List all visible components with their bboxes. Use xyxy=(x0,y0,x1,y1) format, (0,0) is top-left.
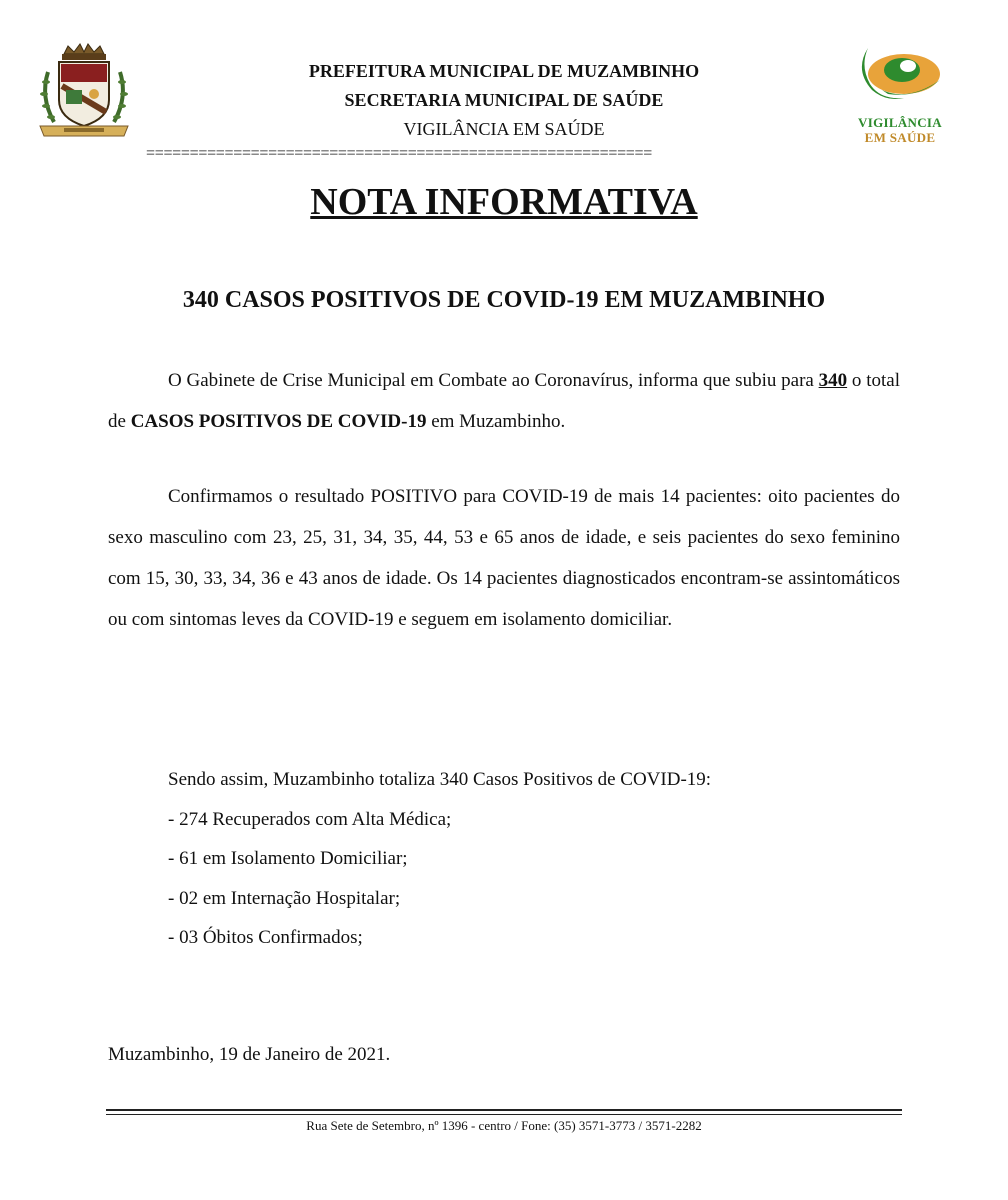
paragraph-intro-part3: em Muzambinho. xyxy=(426,411,566,432)
summary-item: - 274 Recuperados com Alta Médica; xyxy=(168,808,452,830)
paragraph-intro-part1: O Gabinete de Crise Municipal em Combate ao Coronavírus, informa que subiu para xyxy=(168,370,819,391)
paragraph-intro xyxy=(108,360,900,442)
summary-block xyxy=(168,760,711,958)
document-title: NOTA INFORMATIVA xyxy=(310,181,698,223)
paragraph-intro-bold: CASOS POSITIVOS DE COVID-19 xyxy=(130,411,427,432)
case-count: 340 xyxy=(818,370,848,391)
vigilancia-logo-text-1: VIGILÂNCIA xyxy=(858,115,942,130)
paragraph-intro-part2: o total de xyxy=(108,370,900,432)
summary-intro: Sendo assim, Muzambinho totaliza 340 Casos Positivos de COVID-19: xyxy=(168,769,712,790)
summary-item: - 61 em Isolamento Domiciliar; xyxy=(168,848,408,869)
paragraph-details-text: Confirmamos o resultado POSITIVO para COVID-19 de mais 14 pacientes: oito pacientes do sexo masculino com 23, 25, 31, 34, 35, 44, 53 e 65 anos de idade, e seis pacientes do sexo feminino com 15, 30, 33, 34, 36 e 43 anos de idade. Os 14 pacientes diagnosticados encontram-se assintomáticos ou com sintomas leves da COVID-19 e seguem em isolamento domiciliar. xyxy=(108,486,900,630)
footer-address: Rua Sete de Setembro, nº 1396 - centro / Fone: (35) 3571-3773 / 3571-2282 xyxy=(306,1118,702,1133)
date-line: Muzambinho, 19 de Janeiro de 2021. xyxy=(108,1044,391,1065)
document-subtitle: 340 CASOS POSITIVOS DE COVID-19 EM MUZAMBINHO xyxy=(182,287,826,313)
header-separator: ========================================================== xyxy=(146,145,652,162)
header-secretaria: SECRETARIA MUNICIPAL DE SAÚDE xyxy=(344,90,664,110)
paragraph-details xyxy=(108,476,900,640)
header-prefeitura: PREFEITURA MUNICIPAL DE MUZAMBINHO xyxy=(308,61,700,81)
footer-divider-thin xyxy=(106,1114,902,1115)
footer-divider xyxy=(106,1109,902,1111)
vigilancia-logo-text-2: EM SAÚDE xyxy=(864,130,936,145)
header-vigilancia: VIGILÂNCIA EM SAÚDE xyxy=(403,119,605,139)
summary-item: - 03 Óbitos Confirmados; xyxy=(168,927,363,948)
summary-item: - 02 em Internação Hospitalar; xyxy=(168,887,401,909)
